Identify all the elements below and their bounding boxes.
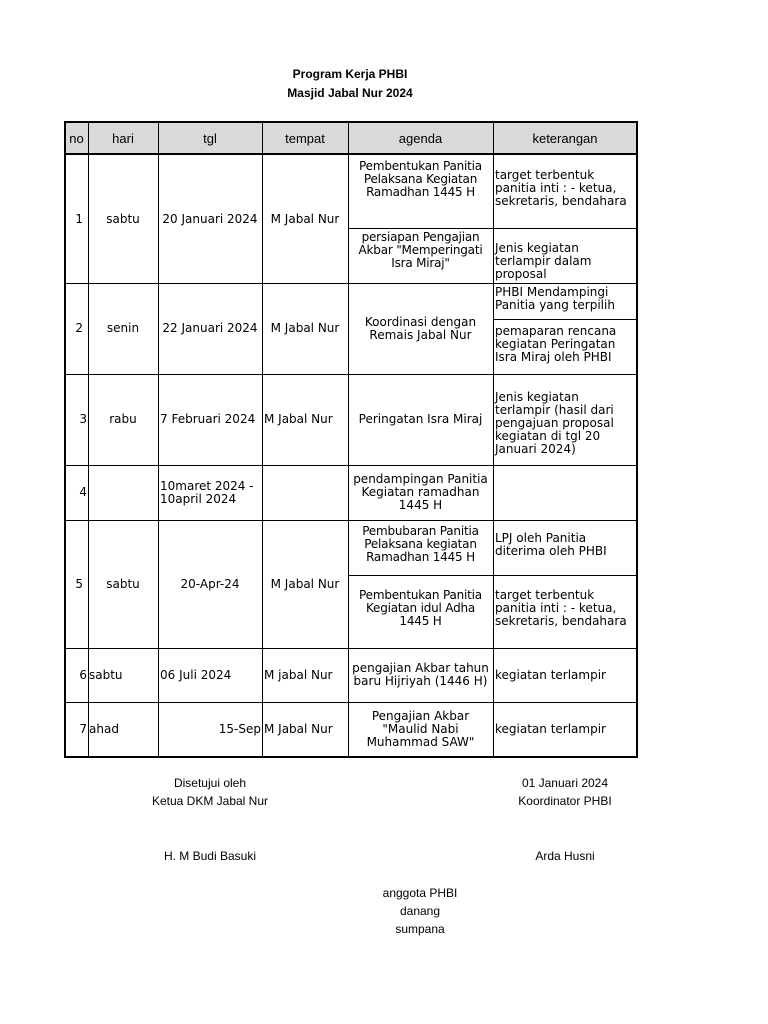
col-line-3 [262, 121, 263, 758]
row2-agenda: Koordinasi dengan Remais Jabal Nur [364, 314, 477, 342]
table-border-right [636, 121, 638, 758]
row1-tgl: 20 Januari 2024 [162, 211, 258, 226]
table-border-left [64, 121, 66, 758]
page-subtitle: Masjid Jabal Nur 2024 [287, 86, 413, 100]
table-border-bottom [64, 756, 638, 758]
coordinator-title: Koordinator PHBI [518, 794, 612, 808]
row5-agenda-1: Pembubaran Panitia Pelaksana kegiatan Ramadhan 1445 H [362, 524, 479, 564]
row3-tempat: M Jabal Nur [264, 412, 333, 426]
row2-hari: senin [106, 321, 140, 335]
row7-tempat: M Jabal Nur [264, 722, 333, 736]
row2-keterangan-2: pemaparan rencana kegiatan Peringatan Isra Miraj oleh PHBI [495, 324, 617, 364]
row3-keterangan: Jenis kegiatan terlampir (hasil dari pengajuan proposal kegiatan di tgl 20 Januari 2024) [495, 390, 614, 456]
row6-agenda: pengajian Akbar tahun baru Hijriyah (1446 H) [352, 661, 489, 688]
row5-keterangan-1: LPJ oleh Panitia diterima oleh PHBI [495, 531, 607, 558]
row1-keterangan-1: target terbentuk panitia inti : - ketua, sekretaris, bendahara [495, 168, 627, 208]
row-line-4 [64, 520, 638, 521]
row5-keterangan-2: target terbentuk panitia inti : - ketua, sekretaris, bendahara [495, 588, 627, 628]
row6-no: 6 [79, 667, 87, 682]
approved-by-label: Disetujui oleh [173, 776, 247, 790]
row-line-5 [64, 648, 638, 649]
row-line-2 [64, 374, 638, 375]
row1-agenda-2: persiapan Pengajian Akbar "Memperingati Isra Miraj" [358, 230, 483, 270]
row3-tgl: 7 Februari 2024 [160, 412, 256, 426]
row2-keterangan-1: PHBI Mendampingi Panitia yang terpilih [495, 285, 615, 312]
approver-title: Ketua DKM Jabal Nur [151, 794, 269, 808]
col-line-5 [493, 121, 494, 758]
row-line-6 [64, 702, 638, 703]
row4-hari [88, 465, 158, 520]
row4-no: 4 [79, 485, 87, 499]
row4-agenda: pendampingan Panitia Kegiatan ramadhan 1445 H [353, 472, 488, 512]
row1-agenda-1: Pembentukan Panitia Pelaksana Kegiatan Ramadhan 1445 H [359, 159, 482, 199]
row3-agenda: Peringatan Isra Miraj [358, 412, 483, 426]
row4-tgl: 10maret 2024 - 10april 2024 [160, 478, 254, 506]
row7-agenda: Pengajian Akbar "Maulid Nabi Muhammad SAW" [366, 709, 475, 749]
row1-tempat: M Jabal Nur [270, 211, 340, 226]
header-hari: hari [112, 130, 134, 146]
header-tempat: tempat [285, 130, 325, 146]
row1-hari: sabtu [106, 211, 140, 226]
row7-hari: ahad [89, 722, 119, 736]
row3-no: 3 [79, 412, 87, 426]
row6-tempat: M jabal Nur [264, 667, 333, 682]
row7-keterangan: kegiatan terlampir [495, 722, 606, 736]
col-line-2 [158, 121, 159, 758]
row2-no: 2 [75, 321, 83, 335]
row4-tempat [262, 465, 348, 520]
row7-no: 7 [79, 722, 87, 736]
row5-subline [348, 575, 638, 576]
row1-no: 1 [75, 211, 83, 226]
row5-no: 5 [75, 576, 83, 591]
page-title: Program Kerja PHBI [292, 67, 408, 81]
table-border-top [64, 121, 638, 123]
member-label: anggota PHBI [382, 886, 458, 900]
row5-agenda-2: Pembentukan Panitia Kegiatan idul Adha 1445 H [359, 588, 482, 628]
col-line-4 [348, 121, 349, 758]
row5-tgl: 20-Apr-24 [180, 576, 240, 591]
row2-tgl: 22 Januari 2024 [162, 321, 258, 335]
row7-tgl: 15-Sep [218, 722, 261, 736]
row1-subline [348, 228, 638, 229]
row6-keterangan: kegiatan terlampir [495, 667, 606, 682]
approver-name: H. M Budi Basuki [163, 849, 257, 863]
row6-hari: sabtu [89, 667, 123, 682]
row-line-1 [64, 283, 638, 284]
header-keterangan: keterangan [532, 130, 598, 146]
row2-tempat: M Jabal Nur [270, 321, 340, 335]
coordinator-name: Arda Husni [535, 849, 595, 863]
row5-tempat: M Jabal Nur [270, 576, 340, 591]
header-tgl: tgl [203, 130, 217, 146]
row1-keterangan-2: Jenis kegiatan terlampir dalam proposal [495, 241, 592, 281]
document-date: 01 Januari 2024 [521, 776, 609, 790]
member-name-last: sumpana [395, 922, 445, 936]
header-agenda: agenda [398, 130, 443, 146]
row5-hari: sabtu [106, 576, 140, 591]
row6-tgl: 06 Juli 2024 [160, 667, 232, 682]
member-name-first: danang [399, 904, 441, 918]
row-line-3 [64, 465, 638, 466]
row4-keterangan [495, 468, 636, 518]
row3-hari: rabu [109, 412, 137, 426]
row2-subline [493, 319, 638, 320]
col-line-1 [88, 121, 89, 758]
header-separator [64, 153, 638, 155]
header-no: no [69, 130, 84, 146]
